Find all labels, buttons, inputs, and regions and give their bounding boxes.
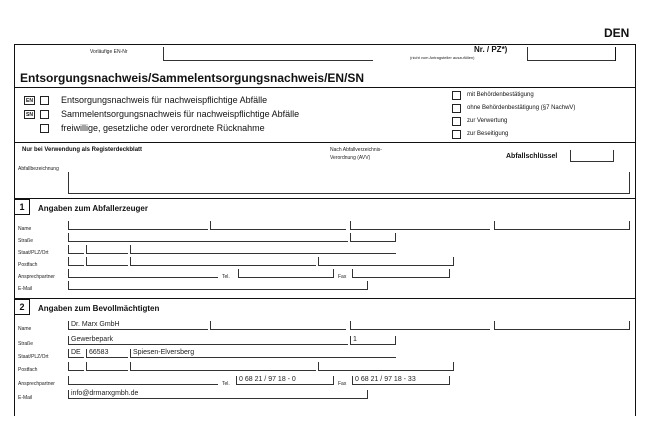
return-label: freiwillige, gesetzliche oder verordnete Rücknahme — [61, 123, 265, 133]
producer-pobox-city[interactable] — [318, 257, 454, 266]
producer-pobox-label: Postfach — [18, 262, 38, 268]
agent-contact-field[interactable] — [68, 376, 218, 385]
section-1-number: 1 — [14, 199, 30, 215]
agent-name-field-2[interactable] — [210, 321, 346, 330]
producer-name-label: Name — [18, 226, 32, 232]
en-label: Entsorgungsnachweis für nachweispflichtige Abfälle — [61, 95, 268, 105]
waste-key-field[interactable] — [570, 150, 614, 162]
producer-house-field[interactable] — [350, 233, 396, 242]
sn-tag: SN — [24, 110, 35, 119]
disposal-checkbox[interactable] — [452, 130, 461, 139]
agent-name-value: Dr. Marx GmbH — [71, 321, 120, 328]
producer-country-field[interactable] — [68, 245, 84, 254]
producer-email-label: E-Mail — [18, 286, 33, 292]
agent-house-field[interactable] — [350, 336, 396, 345]
en-tag: EN — [24, 96, 35, 105]
agent-fax-field[interactable] — [352, 376, 450, 385]
nr-note: (nicht vom Antragsteller auszufüllen) — [410, 55, 475, 60]
producer-name-field[interactable] — [68, 221, 208, 230]
producer-fax-field[interactable] — [352, 269, 450, 278]
producer-city-label: Staat/PLZ/Ort — [18, 250, 49, 256]
register-label: Nur bei Verwendung als Registerdeckblatt — [22, 147, 143, 153]
with-approval-label: mit Behördenbestätigung — [467, 92, 534, 98]
form-code: DEN — [604, 26, 630, 40]
producer-name-field-2[interactable] — [210, 221, 346, 230]
agent-tel-field[interactable] — [236, 376, 334, 385]
agent-email-label: E-Mail — [18, 395, 33, 401]
waste-key-label: Abfallschlüssel — [506, 153, 558, 160]
agent-pobox-country[interactable] — [68, 362, 84, 371]
producer-zip-field[interactable] — [86, 245, 128, 254]
producer-tel-label: Tel. — [222, 274, 230, 280]
agent-pobox-field[interactable] — [130, 362, 316, 371]
without-approval-checkbox[interactable] — [452, 104, 461, 113]
avv-label-2: Verordnung (AVV) — [330, 155, 371, 161]
agent-name-field-3[interactable] — [350, 321, 490, 330]
sn-label: Sammelentsorgungsnachweis für nachweispflichtige Abfälle — [61, 109, 300, 119]
nr-label: Nr. / PZ*) — [474, 45, 508, 54]
producer-city-field[interactable] — [130, 245, 396, 254]
agent-pobox-label: Postfach — [18, 367, 38, 373]
producer-email-field[interactable] — [68, 281, 368, 290]
producer-street-field[interactable] — [68, 233, 348, 242]
producer-pobox-field[interactable] — [130, 257, 316, 266]
disposal-label: zur Beseitigung — [467, 131, 509, 137]
nr-field[interactable] — [527, 47, 615, 61]
divider — [14, 87, 636, 88]
agent-pobox-city[interactable] — [318, 362, 454, 371]
producer-tel-field[interactable] — [238, 269, 334, 278]
agent-email-value: info@drmarxgmbh.de — [71, 390, 139, 397]
agent-country-field[interactable] — [68, 349, 84, 358]
agent-tel-value: 0 68 21 / 97 18 - 0 — [239, 376, 296, 383]
divider — [14, 142, 636, 143]
return-checkbox[interactable] — [40, 124, 49, 133]
nr-field-end — [615, 47, 616, 61]
agent-name-label: Name — [18, 326, 32, 332]
en-checkbox[interactable] — [40, 96, 49, 105]
producer-contact-field[interactable] — [68, 269, 218, 278]
agent-contact-label: Ansprechpartner — [18, 381, 55, 387]
without-approval-label: ohne Behördenbestätigung (§7 NachwV) — [467, 105, 576, 111]
with-approval-checkbox[interactable] — [452, 91, 461, 100]
page-title: Entsorgungsnachweis/Sammelentsorgungsnachweis/EN/SN — [20, 71, 365, 85]
agent-zip-value: 66583 — [89, 349, 109, 356]
producer-fax-label: Fax — [338, 274, 347, 280]
agent-street-label: Straße — [18, 341, 34, 347]
avv-label-1: Nach Abfallverzeichnis- — [330, 147, 382, 153]
agent-street-field[interactable] — [68, 336, 348, 345]
agent-city-field[interactable] — [130, 349, 396, 358]
prelim-number-field[interactable] — [163, 47, 373, 61]
divider — [14, 198, 636, 199]
agent-zip-field[interactable] — [86, 349, 128, 358]
producer-pobox-country[interactable] — [68, 257, 84, 266]
section-2-number: 2 — [14, 299, 30, 315]
recovery-checkbox[interactable] — [452, 117, 461, 126]
producer-pobox-zip[interactable] — [86, 257, 128, 266]
sn-checkbox[interactable] — [40, 110, 49, 119]
agent-city-label: Staat/PLZ/Ort — [18, 354, 49, 360]
designation-label: Abfallbezeichnung — [18, 166, 59, 172]
producer-contact-label: Ansprechpartner — [18, 274, 55, 280]
agent-name-field-4[interactable] — [494, 321, 630, 330]
agent-fax-value: 0 68 21 / 97 18 - 33 — [355, 376, 416, 383]
producer-name-field-3[interactable] — [350, 221, 490, 230]
section-1-title: Angaben zum Abfallerzeuger — [38, 204, 148, 213]
agent-fax-label: Fax — [338, 381, 347, 387]
agent-street-value: Gewerbepark — [71, 336, 114, 343]
agent-house-value: 1 — [353, 336, 357, 343]
divider — [14, 298, 636, 299]
recovery-label: zur Verwertung — [467, 118, 508, 124]
agent-country-value: DE — [71, 349, 81, 356]
agent-pobox-zip[interactable] — [86, 362, 128, 371]
producer-name-field-4[interactable] — [494, 221, 630, 230]
agent-tel-label: Tel. — [222, 381, 230, 387]
prelim-number-label: Vorläufige EN-Nr — [90, 49, 128, 55]
agent-city-value: Spiesen-Elversberg — [133, 349, 195, 356]
agent-email-field[interactable] — [68, 390, 368, 399]
producer-street-label: Straße — [18, 238, 34, 244]
designation-field[interactable] — [68, 172, 630, 194]
agent-name-field[interactable] — [68, 321, 208, 330]
section-2-title: Angaben zum Bevollmächtigten — [38, 304, 160, 313]
